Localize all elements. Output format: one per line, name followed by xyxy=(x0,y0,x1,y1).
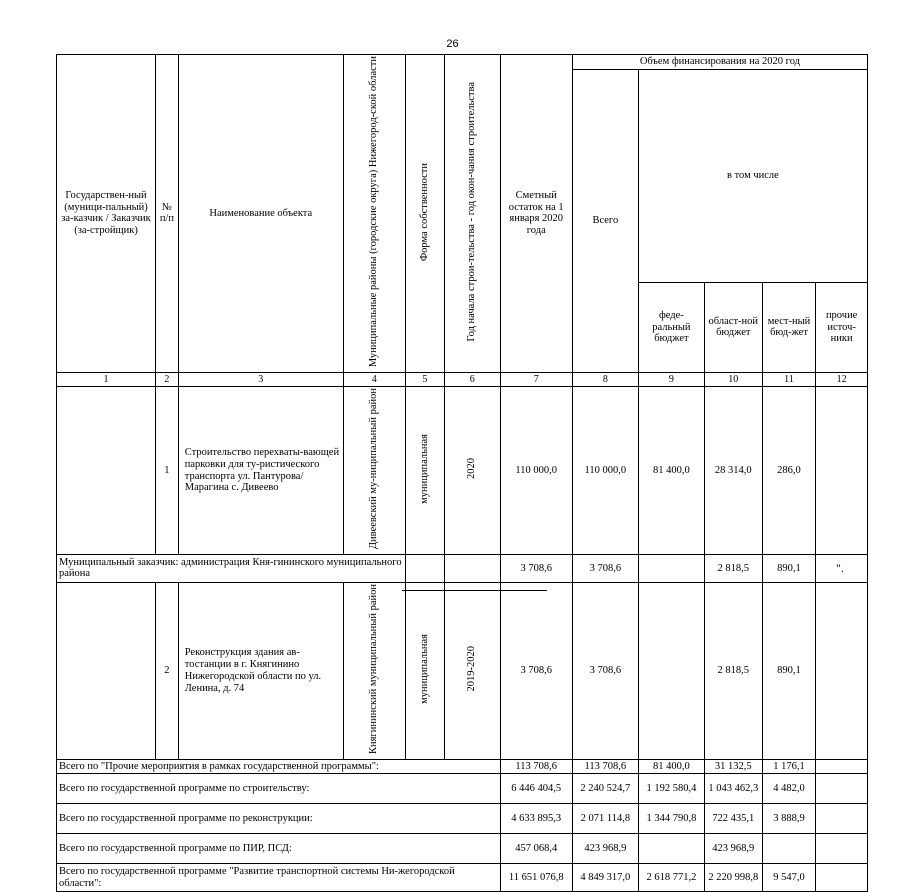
ownership-text: муниципальная xyxy=(418,433,430,504)
regional-value: 722 435,1 xyxy=(704,804,762,834)
table-row xyxy=(57,582,868,759)
financing-table xyxy=(56,54,868,892)
header-years xyxy=(444,55,500,373)
header-row-1 xyxy=(57,55,868,70)
local-value: 890,1 xyxy=(762,582,816,759)
total-value: 113 708,6 xyxy=(572,759,638,774)
header-funding-group: Объем финансирования на 2020 год xyxy=(572,55,867,70)
header-including: в том числе xyxy=(638,69,867,282)
header-regional: област-ной бюджет xyxy=(704,282,762,372)
col-num: 1 xyxy=(57,372,156,386)
federal-value xyxy=(638,834,704,864)
local-value: 3 888,9 xyxy=(762,804,816,834)
total-label: Всего по "Прочие мероприятия в рамках государственной программы": xyxy=(57,759,501,774)
header-ownership xyxy=(405,55,444,373)
total-row xyxy=(57,804,868,834)
closing-quote-mark: ". xyxy=(836,561,844,575)
customer-label: Муниципальный заказчик: администрация Кня-гининского муниципального района xyxy=(57,554,406,582)
balance-value: 11 651 076,8 xyxy=(500,864,572,892)
total-row xyxy=(57,774,868,804)
district-cell xyxy=(343,387,405,555)
total-value: 4 849 317,0 xyxy=(572,864,638,892)
balance-value: 6 446 404,5 xyxy=(500,774,572,804)
total-value: 3 708,6 xyxy=(572,582,638,759)
header-customer: Государствен-ный (муници-пальный) за-казчик / Заказчик (за-стройщик) xyxy=(57,55,156,373)
local-value: 1 176,1 xyxy=(762,759,816,774)
header-ownership-text: Форма собственности xyxy=(418,162,430,261)
total-value: 3 708,6 xyxy=(572,554,638,582)
regional-value: 31 132,5 xyxy=(704,759,762,774)
page-number: 26 xyxy=(446,38,459,50)
header-years-text: Год начала строи-тельства - год окон-чания строительства xyxy=(466,81,478,342)
regional-value: 2 818,5 xyxy=(704,554,762,582)
header-object-name: Наименование объекта xyxy=(178,55,343,373)
total-label: Всего по государственной программе "Развитие транспортной системы Ни-жегородской области": xyxy=(57,864,501,892)
col-num: 10 xyxy=(704,372,762,386)
total-value: 110 000,0 xyxy=(572,387,638,555)
federal-value: 1 344 790,8 xyxy=(638,804,704,834)
federal-value: 81 400,0 xyxy=(638,759,704,774)
local-value xyxy=(762,834,816,864)
balance-value: 4 633 895,3 xyxy=(500,804,572,834)
ownership-cell xyxy=(405,387,444,555)
federal-value: 81 400,0 xyxy=(638,387,704,555)
district-cell xyxy=(343,582,405,759)
column-numbers-row xyxy=(57,372,868,386)
local-value: 9 547,0 xyxy=(762,864,816,892)
district-text: Княгининский муниципальный район xyxy=(368,583,380,754)
col-num: 7 xyxy=(500,372,572,386)
local-value: 4 482,0 xyxy=(762,774,816,804)
ownership-cell xyxy=(405,582,444,759)
district-text: Дивеевский му-ниципальный район xyxy=(368,388,380,550)
total-row xyxy=(57,759,868,774)
col-num: 11 xyxy=(762,372,816,386)
customer-row xyxy=(57,554,868,582)
regional-value: 2 818,5 xyxy=(704,582,762,759)
total-label: Всего по государственной программе по строительству: xyxy=(57,774,501,804)
years-cell xyxy=(444,582,500,759)
col-num: 12 xyxy=(816,372,868,386)
balance-value: 457 068,4 xyxy=(500,834,572,864)
regional-value: 1 043 462,3 xyxy=(704,774,762,804)
row-number: 1 xyxy=(156,387,179,555)
federal-value: 1 192 580,4 xyxy=(638,774,704,804)
col-num: 9 xyxy=(638,372,704,386)
object-name: Реконструкция здания ав-тостанции в г. Княгинино Нижегородской области по ул. Ленина, д. 74 xyxy=(178,582,343,759)
object-name: Строительство перехваты-вающей парковки для ту-ристического транспорта ул. Пантурова/Марагина с. Дивеево xyxy=(178,387,343,555)
ownership-text: муниципальная xyxy=(418,634,430,704)
header-district xyxy=(343,55,405,373)
header-federal: феде-ральный бюджет xyxy=(638,282,704,372)
total-value: 2 240 524,7 xyxy=(572,774,638,804)
local-value: 890,1 xyxy=(762,554,816,582)
header-local: мест-ный бюд-жет xyxy=(762,282,816,372)
years-text: 2020 xyxy=(466,458,478,480)
total-row xyxy=(57,864,868,892)
total-label: Всего по государственной программе по ПИР, ПСД: xyxy=(57,834,501,864)
balance-value: 3 708,6 xyxy=(500,582,572,759)
federal-value: 2 618 771,2 xyxy=(638,864,704,892)
total-value: 2 071 114,8 xyxy=(572,804,638,834)
col-num: 5 xyxy=(405,372,444,386)
header-num: № п/п xyxy=(156,55,179,373)
local-value: 286,0 xyxy=(762,387,816,555)
header-balance: Сметный остаток на 1 января 2020 года xyxy=(500,55,572,373)
header-other: прочие источ-ники xyxy=(816,282,868,372)
col-num: 8 xyxy=(572,372,638,386)
regional-value: 423 968,9 xyxy=(704,834,762,864)
col-num: 4 xyxy=(343,372,405,386)
header-district-text: Муниципальные районы (городские округа) Нижегород-ской области xyxy=(368,56,380,368)
row-number: 2 xyxy=(156,582,179,759)
balance-value: 3 708,6 xyxy=(500,554,572,582)
total-label: Всего по государственной программе по реконструкции: xyxy=(57,804,501,834)
col-num: 2 xyxy=(156,372,179,386)
regional-value: 2 220 998,8 xyxy=(704,864,762,892)
balance-value: 113 708,6 xyxy=(500,759,572,774)
col-num: 6 xyxy=(444,372,500,386)
regional-value: 28 314,0 xyxy=(704,387,762,555)
total-value: 423 968,9 xyxy=(572,834,638,864)
years-text: 2019-2020 xyxy=(466,646,478,692)
table-row xyxy=(57,387,868,555)
total-row xyxy=(57,834,868,864)
header-total: Всего xyxy=(572,69,638,372)
col-num: 3 xyxy=(178,372,343,386)
balance-value: 110 000,0 xyxy=(500,387,572,555)
footer-rule xyxy=(402,590,547,591)
years-cell xyxy=(444,387,500,555)
